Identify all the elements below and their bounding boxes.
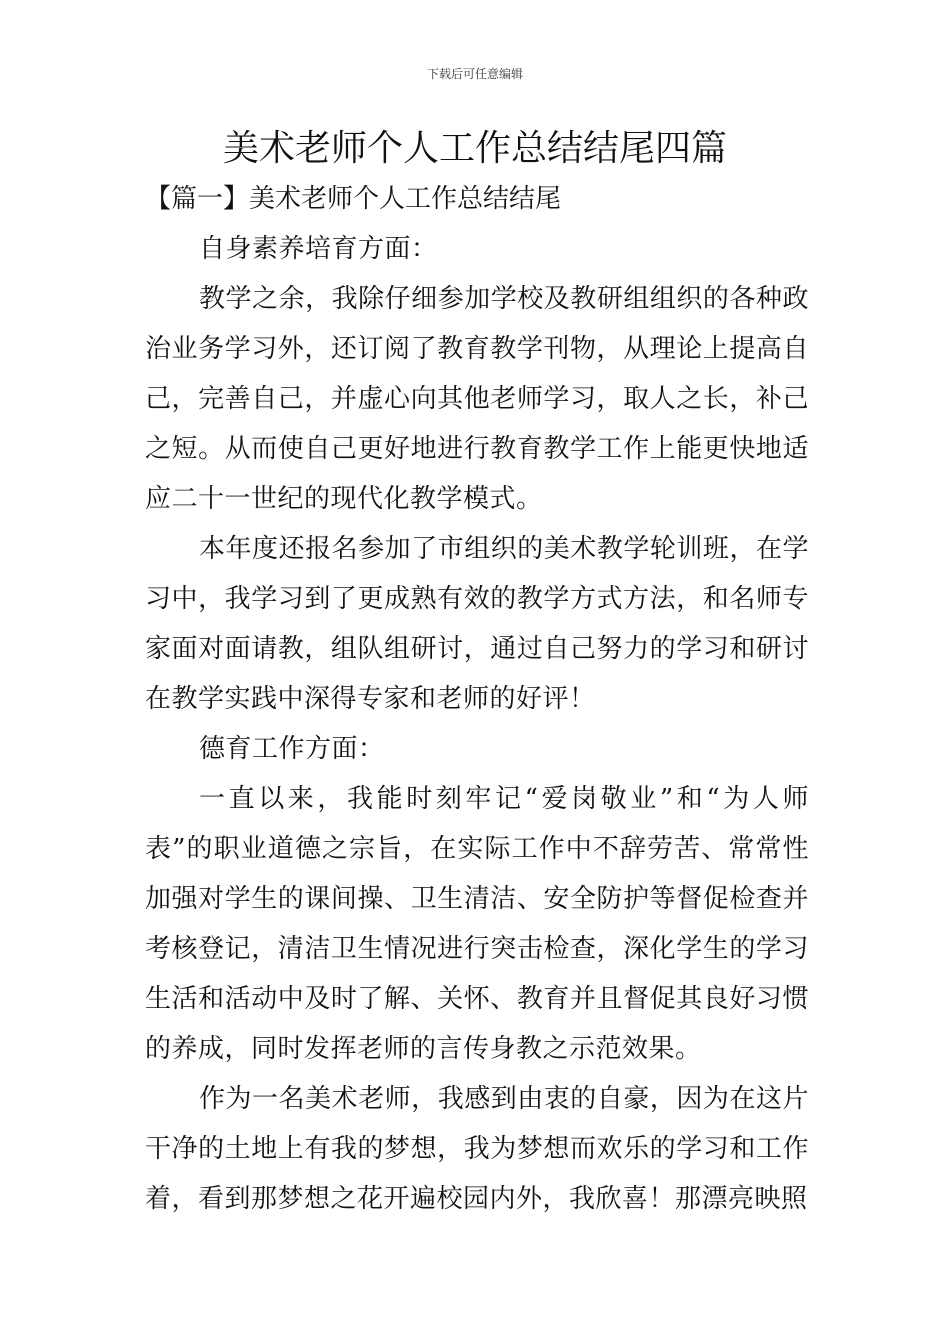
section-heading: 【篇一】美术老师个人工作总结结尾 [145,184,562,214]
header-note: 下载后可任意编辑 [426,67,523,81]
document-body [145,174,809,1224]
paragraph: 一直以来，我能时刻牢记“爱岗敬业”和“为人师表”的职业道德之宗旨，在实际工作中不辞劳苦、常常性加强对学生的课间操、卫生清洁、安全防护等督促检查并考核登记，清洁卫生情况进行突击检查，深化学生的学习生活和活动中及时了解、关怀、教育并且督促其良好习惯的养成，同时发挥老师的言传身教之示范效果。 [145,784,809,1064]
paragraph: 本年度还报名参加了市组织的美术教学轮训班，在学习中，我学习到了更成熟有效的教学方式方法，和名师专家面对面请教，组队组研讨，通过自己努力的学习和研讨在教学实践中深得专家和老师的好评！ [145,534,809,714]
document-title: 美术老师个人工作总结结尾四篇 [222,128,727,169]
paragraph-self-cultivation-heading: 自身素养培育方面： [199,234,438,264]
paragraph: 教学之余，我除仔细参加学校及教研组组织的各种政治业务学习外，还订阅了教育教学刊物，从理论上提高自己，完善自己，并虚心向其他老师学习，取人之长，补己之短。从而使自己更好地进行教育教学工作上能更快地适应二十一世纪的现代化教学模式。 [145,284,809,514]
paragraph-moral-education-heading: 德育工作方面： [199,734,385,764]
paragraph: 作为一名美术老师，我感到由衷的自豪，因为在这片干净的土地上有我的梦想，我为梦想而欢乐的学习和工作着，看到那梦想之花开遍校园内外，我欣喜！那漂亮映照 [145,1084,809,1214]
